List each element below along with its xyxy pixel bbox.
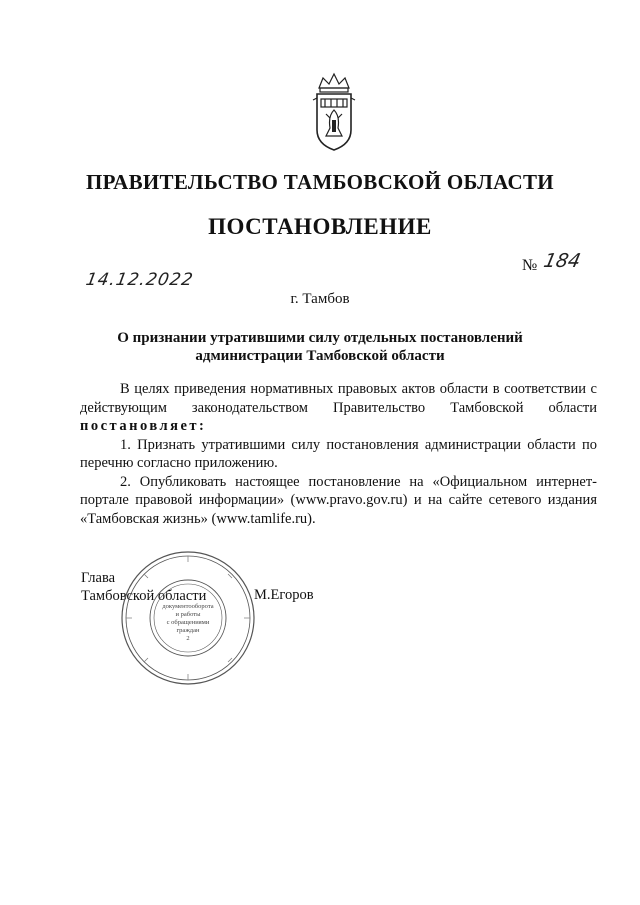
- organization-title: ПРАВИТЕЛЬСТВО ТАМБОВСКОЙ ОБЛАСТИ: [86, 170, 554, 194]
- subject-line-1: О признании утратившими силу отдельных постановлений: [117, 330, 523, 346]
- body-intro-paragraph: [80, 380, 597, 436]
- body-item-1: 1. Признать утратившими силу постановления администрации области по перечню согласно приложению.: [80, 436, 597, 471]
- signatory-role-line-1: Глава: [81, 570, 116, 586]
- document-type-title: ПОСТАНОВЛЕНИЕ: [208, 214, 432, 239]
- signatory-name: М.Егоров: [254, 587, 314, 603]
- coat-of-arms-emblem: [309, 70, 359, 156]
- document-city: г. Тамбов: [290, 291, 350, 307]
- stamp-center-line-3: с обращениями: [166, 619, 210, 626]
- document-subject: [80, 329, 560, 365]
- document-number: 184: [541, 250, 583, 272]
- official-stamp: [118, 548, 258, 688]
- stamp-center-line-1: документооборота: [162, 603, 214, 610]
- subject-line-2: администрации Тамбовской области: [195, 348, 445, 364]
- stamp-center-line-4: граждан: [176, 627, 200, 634]
- body-item-2: 2. Опубликовать настоящее постановление на «Официальном интернет-портале правовой информации» (www.pravo.gov.ru) и на сайте сетевого издания «Тамбовская жизнь» (www.tamlife.ru).: [80, 473, 597, 527]
- stamp-center-line-5: 2: [186, 635, 190, 642]
- body-intro-text: В целях приведения нормативных правовых актов области в соответствии с действующим законодательством Правительство Тамбовской области: [80, 381, 597, 416]
- decree-word: постановляет:: [80, 418, 207, 434]
- document-date: 14.12.2022: [84, 270, 196, 290]
- document-number-label: №: [522, 257, 538, 274]
- stamp-center-line-2: и работы: [175, 611, 201, 618]
- document-body: [80, 380, 597, 528]
- signatory-role-line-2: Тамбовской области: [81, 587, 207, 604]
